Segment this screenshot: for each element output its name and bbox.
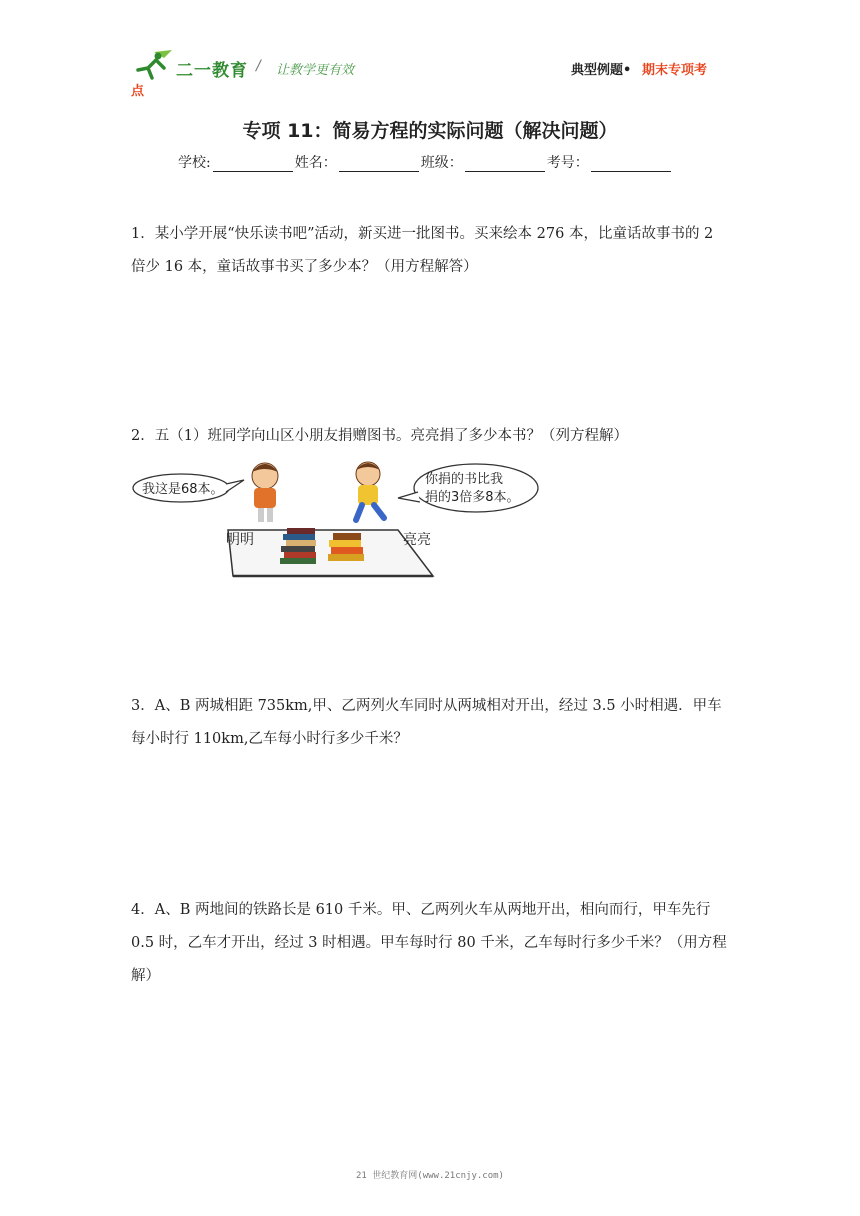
page-title: 专项 11：简易方程的实际问题（解决问题） bbox=[242, 120, 618, 142]
page-footer: 21 世纪教育网(www.21cnjy.com) bbox=[356, 1171, 504, 1181]
class-label: 班级： bbox=[420, 155, 463, 171]
header-tag-wrap: 点 bbox=[131, 84, 145, 99]
question-3 bbox=[131, 690, 731, 756]
question-2 bbox=[131, 420, 731, 453]
question-3-line-2: 每小时行 110km,乙车每小时行多少千米？ bbox=[131, 731, 408, 747]
brand-name: 二一教育 bbox=[176, 61, 248, 81]
mingming-figure bbox=[252, 463, 278, 522]
header-tag-highlight: 期末专项考 bbox=[642, 63, 708, 78]
header-tag-main: 典型例题• bbox=[571, 63, 632, 78]
school-label: 学校: bbox=[178, 155, 211, 171]
question-1-line-1: 1．某小学开展“快乐读书吧”活动，新买进一批图书。买来绘本 276 本，比童话故事书的 2 bbox=[131, 226, 714, 242]
bubble-right-text-2: 捐的3倍多8本。 bbox=[425, 490, 520, 505]
student-info-line bbox=[178, 152, 673, 172]
question-3-line-1: 3．A、B 两城相距 735km,甲、乙两列火车同时从两城相对开出，经过 3.5 小时相遇．甲车 bbox=[131, 698, 722, 714]
book-donation-illustration bbox=[128, 458, 558, 586]
class-blank[interactable] bbox=[465, 157, 545, 172]
label-liangliang: 亮亮 bbox=[403, 532, 431, 548]
liangliang-figure bbox=[356, 462, 384, 520]
exam-no-blank[interactable] bbox=[591, 157, 671, 172]
bubble-right-text-1: 你捐的书比我 bbox=[425, 472, 504, 487]
label-mingming: 明明 bbox=[226, 532, 254, 548]
name-label: 姓名： bbox=[294, 155, 337, 171]
bubble-left-text: 我这是68本。 bbox=[142, 482, 224, 497]
question-1 bbox=[131, 218, 731, 284]
question-4 bbox=[131, 894, 731, 993]
question-1-line-2: 倍少 16 本，童话故事书买了多少本？（用方程解答） bbox=[131, 259, 478, 275]
question-4-line-2: 0.5 时，乙车才开出，经过 3 时相遇。甲车每时行 80 千米，乙车每时行多少千米？（用方程 bbox=[131, 935, 727, 951]
brand-slogan: 让教学更有效 bbox=[276, 63, 355, 78]
runner-logo-icon bbox=[134, 48, 174, 82]
name-blank[interactable] bbox=[339, 157, 419, 172]
book-stack-right bbox=[328, 533, 364, 561]
question-2-line-1: 2．五（1）班同学向山区小朋友捐赠图书。亮亮捐了多少本书？（列方程解） bbox=[131, 428, 628, 444]
question-4-line-1: 4．A、B 两地间的铁路长是 610 千米。甲、乙两列火车从两地开出，相向而行，甲车先行 bbox=[131, 902, 711, 918]
school-blank[interactable] bbox=[213, 157, 293, 172]
brand-separator: / bbox=[256, 58, 261, 74]
question-4-line-3: 解） bbox=[131, 968, 160, 984]
exam-no-label: 考号： bbox=[546, 155, 589, 171]
